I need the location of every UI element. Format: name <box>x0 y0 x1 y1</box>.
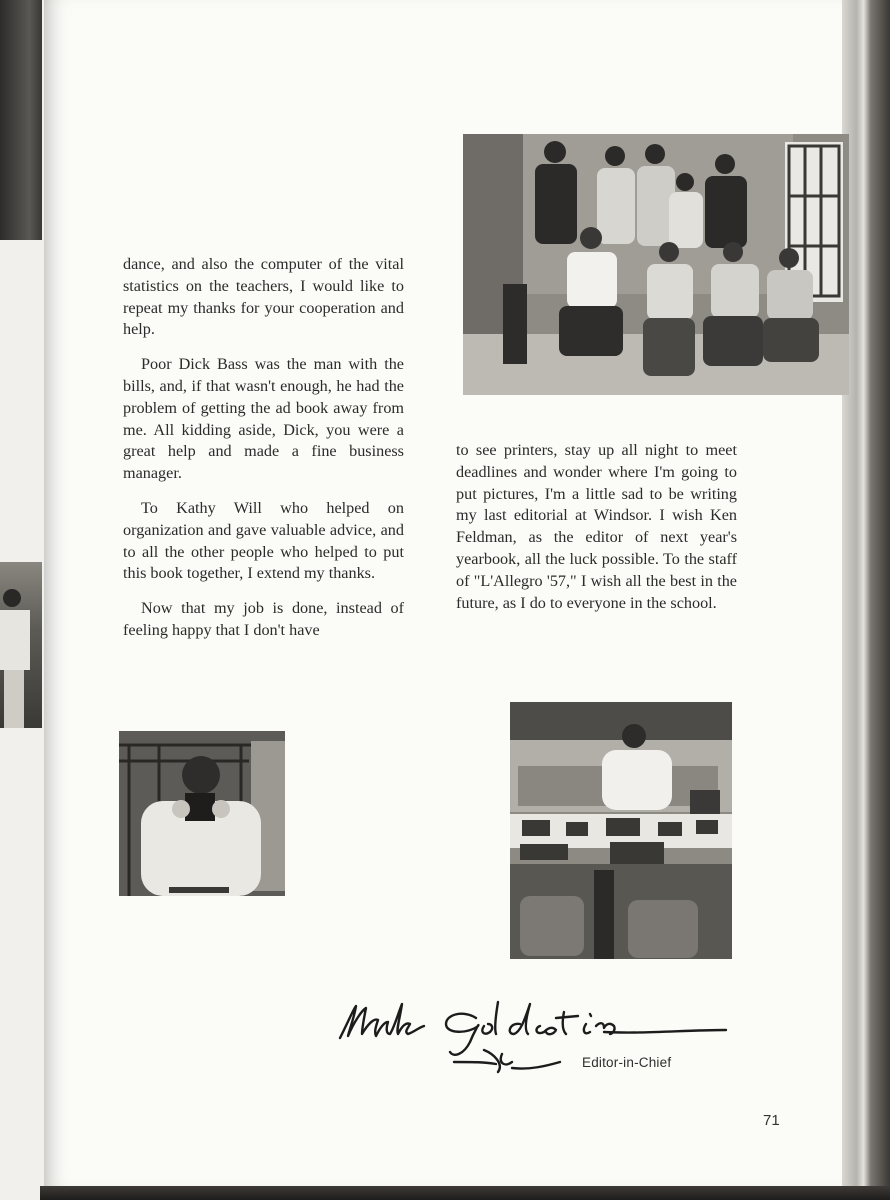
left-page-edge <box>0 0 45 1200</box>
paragraph: Poor Dick Bass was the man with the bills, and, if that wasn't enough, he had the problem of getting the ad book away from me. All kidding aside, Dick, you were a great help and made a fine business manager. <box>123 355 404 483</box>
photographer-photo <box>119 731 285 896</box>
adjacent-page-photo-top <box>0 0 42 240</box>
signature-title: Editor-in-Chief <box>582 1055 672 1070</box>
staff-group-photo <box>463 134 849 395</box>
paragraph: to see printers, stay up all night to meet deadlines and wonder where I'm going to put pictures, I'm a little sad to be writing my last editorial at Windsor. I wish Ken Feldman, as the editor of next year's yearbook, all the luck possible. To the staff of "L'Allegro '57," I wish all the best in the future, as I do to everyone in the school. <box>456 441 737 612</box>
paragraph: To Kathy Will who helped on organization and gave valuable advice, and to all the other people who helped to put this book together, I extend my thanks. <box>123 498 404 583</box>
adjacent-page-photo-middle <box>0 562 42 728</box>
editorial-right-column <box>456 440 737 627</box>
paragraph: Now that my job is done, instead of feeling happy that I don't have <box>123 599 404 639</box>
paragraph: dance, and also the computer of the vital statistics on the teachers, I would like to repeat my thanks for your cooperation and help. <box>123 255 404 339</box>
page-number: 71 <box>763 1112 780 1129</box>
book-bottom-edge <box>40 1186 890 1200</box>
editor-at-desk-photo <box>510 702 732 959</box>
editorial-left-column <box>123 254 404 655</box>
book-spine-edge <box>842 0 890 1200</box>
